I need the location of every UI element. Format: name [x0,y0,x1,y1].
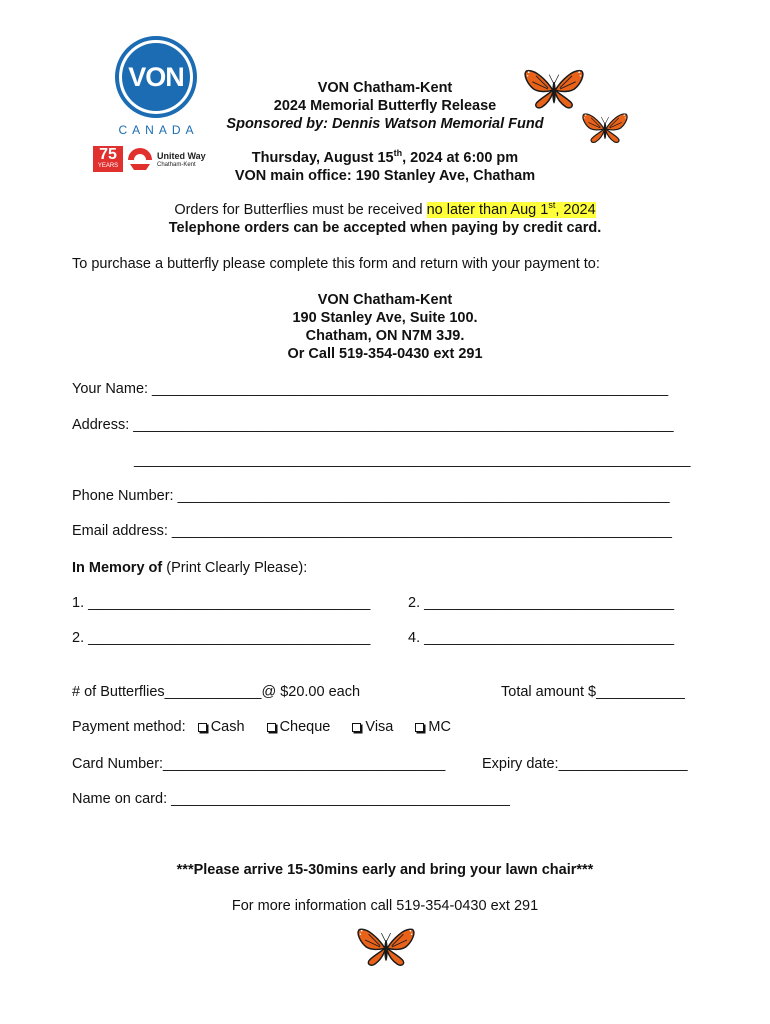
payment-method-row [72,719,451,735]
address-line-3: Chatham, ON N7M 3J9. [305,328,465,344]
address-field[interactable]: Address: ___________________________________________________________________ [72,417,674,433]
event-title: 2024 Memorial Butterfly Release [273,98,497,114]
memory-field-1[interactable]: 1. ___________________________________ [72,595,371,611]
info-line: For more information call 519-354-0430 ext 291 [231,898,539,914]
address-line-2: 190 Stanley Ave, Suite 100. [292,310,478,326]
von-logo-text: VON [128,61,184,92]
visa-checkbox[interactable]: Visa [350,719,393,735]
expiry-date-field[interactable]: Expiry date:________________ [482,756,688,772]
canada-text: CANADA [118,123,199,137]
email-field[interactable]: Email address: ______________________________________________________________ [72,523,672,539]
address-field-line-2[interactable]: _____________________________________________________________________ [134,452,691,468]
memory-field-4[interactable]: 4. _______________________________ [408,630,675,646]
phone-field[interactable]: Phone Number: _____________________________________________________________ [72,488,670,504]
event-date: Thursday, August 15th, 2024 at 6:00 pm [251,148,519,166]
mc-checkbox[interactable]: MC [413,719,451,735]
phone-orders-note: Telephone orders can be accepted when paying by credit card. [168,220,602,236]
memory-field-3[interactable]: 2. ___________________________________ [72,630,371,646]
card-number-field[interactable]: Card Number:___________________________________ [72,756,446,772]
united-way-logo: United Way Chatham-Kent [126,146,216,176]
in-memory-heading: In Memory of (Print Clearly Please): [72,560,308,576]
total-amount-field[interactable]: Total amount $___________ [501,684,685,700]
instructions: To purchase a butterfly please complete this form and return with your payment to: [72,256,600,272]
event-location: VON main office: 190 Stanley Ave, Chatham [234,168,536,184]
memory-field-2[interactable]: 2. _______________________________ [408,595,675,611]
cheque-checkbox[interactable]: Cheque [265,719,331,735]
order-deadline: Orders for Butterflies must be received no later than Aug 1st, 2024 [174,200,596,218]
cash-checkbox[interactable]: Cash [196,719,245,735]
name-on-card-field[interactable]: Name on card: __________________________________________ [72,791,510,807]
payment-method-label: Payment method: [72,719,186,735]
anniversary-badge: 75 YEARS [93,146,123,172]
butterfly-icon [357,924,415,970]
arrival-note: ***Please arrive 15-30mins early and bring your lawn chair*** [176,862,594,878]
sponsor-line: Sponsored by: Dennis Watson Memorial Fund [226,116,544,132]
address-line-1: VON Chatham-Kent [317,292,453,308]
org-name: VON Chatham-Kent [317,80,453,96]
name-field[interactable]: Your Name: ________________________________________________________________ [72,381,669,397]
butterfly-quantity-field[interactable]: # of Butterflies____________@ $20.00 each [72,684,361,700]
address-line-4: Or Call 519-354-0430 ext 291 [287,346,483,362]
